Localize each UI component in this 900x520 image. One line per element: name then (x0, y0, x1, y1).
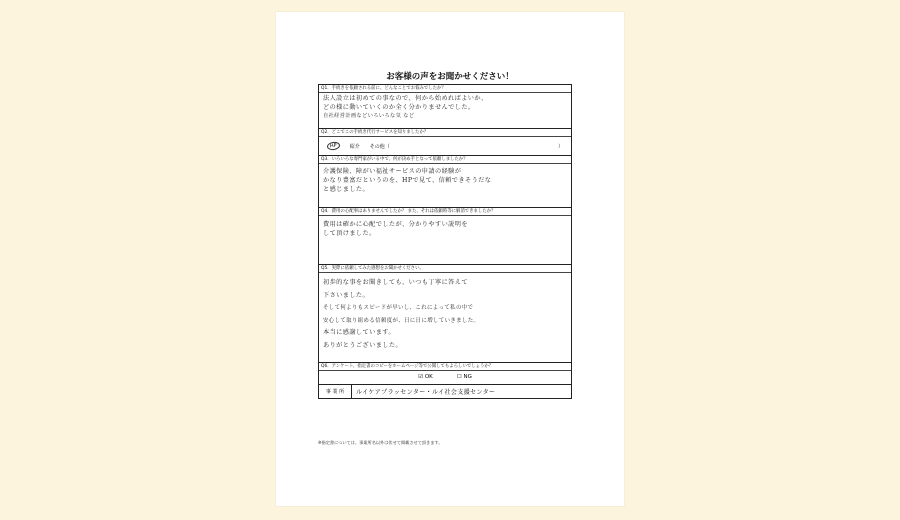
answer-line: 安心して取り組める信頼度が、日に日に増していきました。 (323, 317, 480, 324)
answer-line: かなり豊富だというのを、HPで見て、信頼できそうだな (323, 177, 492, 185)
office-label: 事 業 所 (319, 385, 352, 398)
q6-question: Q6．アンケート、指定書のコピーをホームページ等で公開してもよろしいでしょうか？ (319, 363, 571, 371)
answer-line: 初歩的な事をお聞きしても、いつも丁寧に答えて (323, 279, 468, 286)
q2-question: Q2．どこでこの手続き代行サービスを知りましたか？ (319, 129, 571, 137)
answer-line: ありがとうございました。 (323, 341, 403, 349)
office-section (318, 384, 572, 399)
q6-options (319, 371, 571, 384)
answer-line: そして何よりもスピードが早いし、これによって私の中で (323, 305, 474, 311)
q5-section (318, 264, 572, 362)
q4-answer (319, 216, 571, 264)
q3-question: Q3．いろいろな専門家がいる中で、何が決め手となって依頼しましたか？ (319, 156, 571, 164)
q3-section (318, 155, 572, 207)
other-option: その他（ (369, 143, 390, 150)
q5-question: Q5．実際に依頼してみた感想をお聞かせください。 (319, 265, 571, 273)
footnote: ※指定書については、事業所名以外は伏せて掲載させて頂きます。 (318, 440, 443, 445)
q2-section (318, 128, 572, 155)
answer-line: どの様に動いていくのか全く分かりませんでした。 (323, 104, 475, 112)
q4-question: Q4．費用の心配事はありませんでしたか？ また、それは依頼時等に解消できましたか？ (319, 208, 571, 216)
q2-options (319, 137, 571, 155)
other-close-paren: ） (557, 143, 563, 150)
page-title: お客様の声をお聞かせください！ (386, 72, 514, 82)
hp-circled-option: HP (327, 141, 341, 151)
answer-line: 法人設立は初めての事なので、何から始めればよいか、 (323, 95, 488, 102)
ok-checkbox: ☑ OK (418, 374, 433, 380)
q1-question: Q1．手続きを依頼される前に、どんなことでお悩みでしたか？ (319, 85, 571, 93)
answer-line: と感じました。 (323, 186, 370, 194)
survey-form (318, 84, 572, 399)
q1-section (318, 84, 572, 128)
q5-answer (319, 273, 571, 362)
office-value: ルイケアプラッセンター・ルイ社会支援センター (356, 389, 496, 396)
answer-line: 下さいました。 (323, 291, 370, 299)
q6-section (318, 362, 572, 384)
answer-line: 本当に感謝しています。 (323, 329, 395, 336)
answer-line: 介護保険、障がい福祉サービスの申請の経験が (323, 168, 462, 175)
office-row (319, 385, 571, 398)
questionnaire-sheet (276, 12, 624, 506)
answer-line: して頂けました。 (323, 230, 376, 238)
answer-line: 費用は確かに心配でしたが、分かりやすい説明を (323, 221, 468, 228)
q3-answer (319, 164, 571, 207)
q4-section (318, 207, 572, 264)
answer-line: 自社経営計画などいろいろな気 など (323, 113, 415, 120)
ng-checkbox: ☐ NG (456, 374, 472, 380)
q1-answer (319, 93, 571, 128)
referral-option: 紹介 (349, 143, 360, 150)
